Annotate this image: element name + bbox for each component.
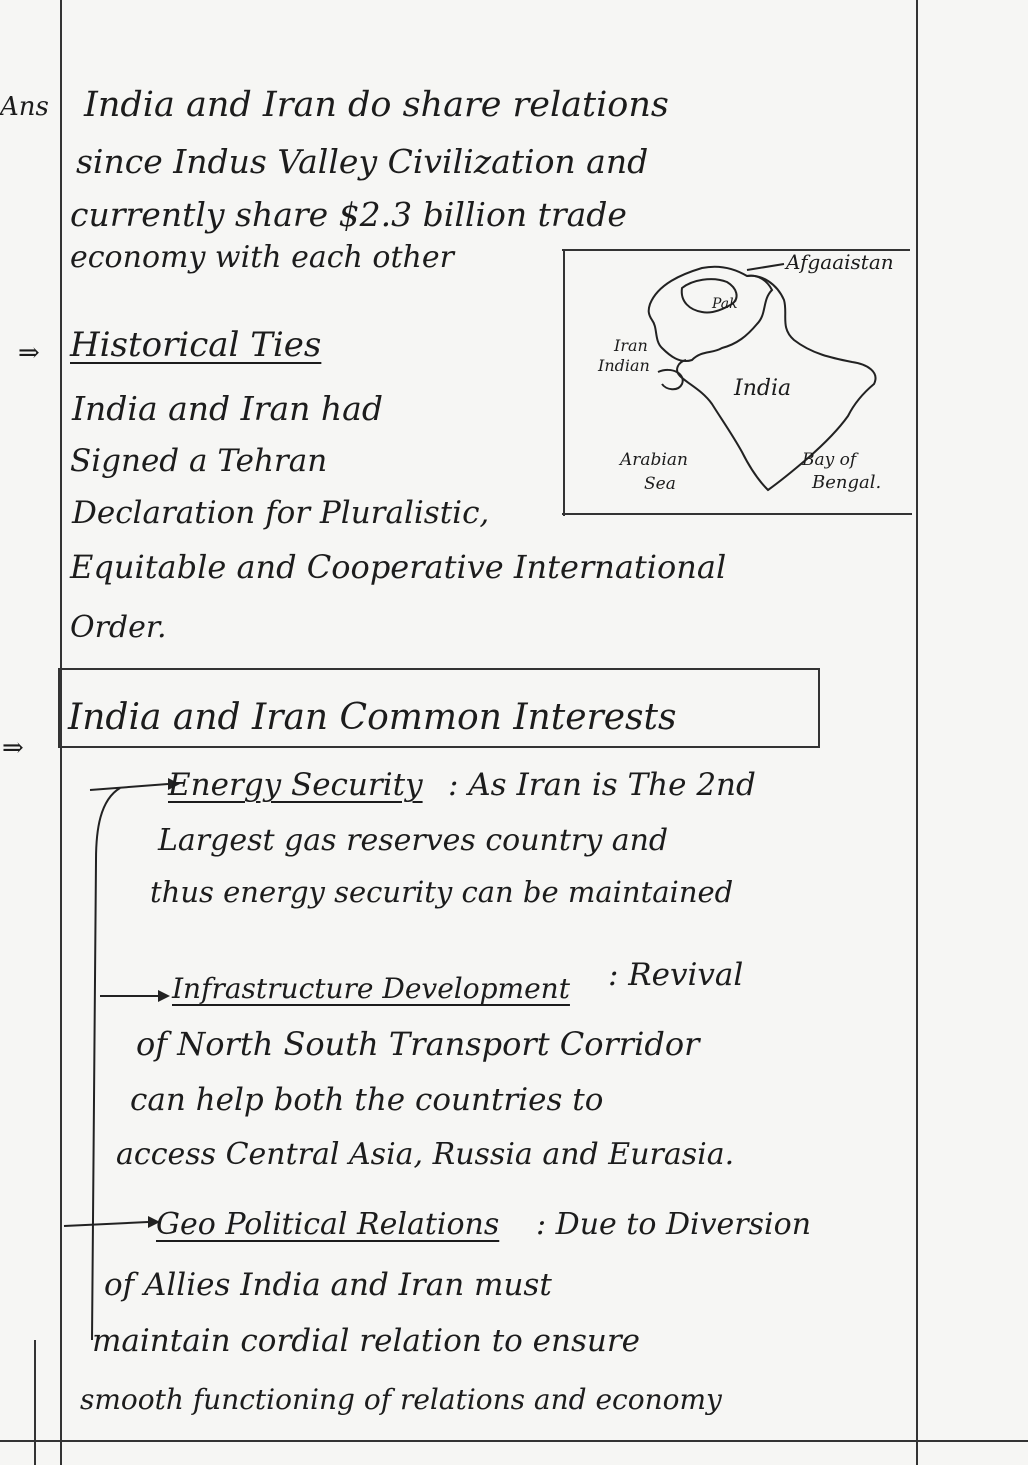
intro-line-2: since Indus Valley Civilization and [76, 142, 649, 181]
intro-line-1: India and Iran do share relations [84, 85, 669, 125]
map-label-bengal: Bengal. [812, 472, 882, 493]
map-label-bay-of: Bay of [802, 450, 857, 470]
historical-heading: Historical Ties [70, 325, 322, 365]
margin-arrow-historical: ⇒ [18, 338, 40, 368]
bottom-left-tick [34, 1340, 36, 1465]
geo-line-3: maintain cordial relation to ensure [92, 1323, 641, 1359]
map-label-afghanistan: Afgaaistan [786, 250, 894, 274]
historical-line-2: Signed a Tehran [70, 443, 328, 479]
infra-line-3: can help both the countries to [130, 1082, 604, 1118]
energy-line-1: : As Iran is The 2nd [448, 767, 756, 803]
historical-line-1: India and Iran had [72, 389, 383, 428]
intro-line-4: economy with each other [70, 240, 454, 275]
right-margin-line [916, 0, 918, 1465]
geo-line-1: : Due to Diversion [536, 1207, 812, 1242]
bottom-rule [0, 1440, 1028, 1442]
energy-line-3: thus energy security can be maintained [150, 875, 734, 909]
ans-label: Ans [0, 92, 49, 122]
map-label-indian: Indian [598, 356, 650, 375]
common-interests-heading: India and Iran Common Interests [68, 697, 677, 738]
map-label-pak: Pak [712, 296, 738, 312]
infra-line-4: access Central Asia, Russia and Eurasia. [116, 1137, 735, 1172]
historical-line-4: Equitable and Cooperative International [70, 548, 727, 586]
energy-line-2: Largest gas reserves country and [158, 823, 669, 858]
historical-line-3: Declaration for Pluralistic, [72, 495, 490, 531]
geo-line-2: of Allies India and Iran must [104, 1267, 552, 1303]
map-label-arabian: Arabian [620, 450, 688, 470]
geo-line-4: smooth functioning of relations and economy [80, 1383, 722, 1416]
infra-line-1: : Revival [608, 957, 744, 993]
margin-arrow-common: ⇒ [2, 733, 24, 763]
infrastructure-title: Infrastructure Development [172, 972, 570, 1005]
map-label-india: India [734, 376, 792, 401]
historical-line-5: Order. [70, 610, 167, 645]
infra-line-2: of North South Transport Corridor [136, 1025, 700, 1063]
india-map-sketch [562, 244, 912, 516]
energy-security-title: Energy Security [168, 767, 423, 803]
geo-political-title: Geo Political Relations [156, 1207, 500, 1242]
map-label-sea: Sea [644, 474, 676, 494]
map-label-iran: Iran [614, 336, 648, 355]
intro-line-3: currently share $2.3 billion trade [70, 195, 627, 234]
